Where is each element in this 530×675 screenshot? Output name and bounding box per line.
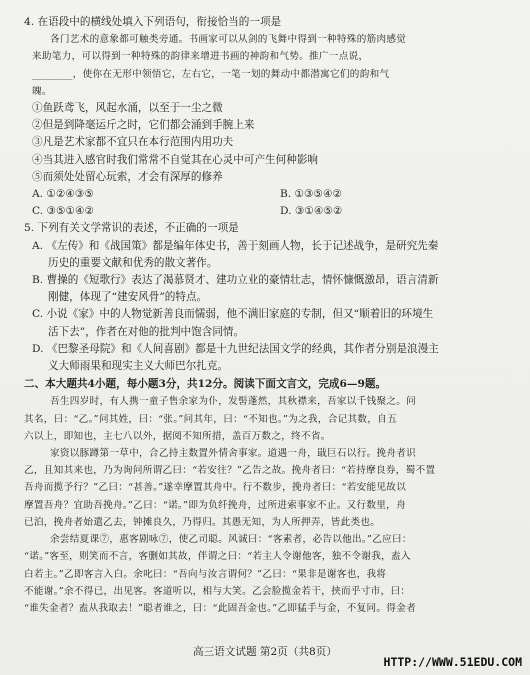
classical-passage-line: “谁失金者？盍从我取去！”聪者谁之，曰：“此固吾金也。”乙即猛手与金，不复同。得金者 [24, 602, 416, 614]
classical-passage-line: 摩置吾舟？宜助吾挽舟。”乙曰：“诺。”即为负纤挽舟，过所进索事家不止。又行数里，舟 [24, 499, 406, 511]
q4-choices-row [24, 186, 504, 203]
choice-a: A. ①②④③⑤ [32, 188, 94, 201]
choice-c: C. ③⑤①④② [32, 205, 94, 218]
q4-choices-row [24, 203, 504, 220]
choice-b: B. ①③⑤④② [280, 188, 343, 201]
q4-passage-line: 魄。 [32, 85, 52, 97]
q5-option-a-cont: 历史的重要文献和优秀的散文著作。 [48, 256, 218, 269]
classical-passage-line: 吾生四岁时，有人携一童子售余家为仆，发髻蓬然，其秋襟来，吾家以千钱聚之。问 [50, 396, 417, 408]
q4-item: ④当其进入感官时我们常常不自觉其在心灵中可产生何种影响 [32, 153, 319, 166]
q5-option-c-cont: 活下去”，作者在对他的批判中饱含同情。 [48, 325, 245, 338]
classical-passage-line: 其名，曰：“乙。”问其姓，曰：“张。”问其年，曰：“不知也。”为之我，合记其数，自五 [24, 413, 398, 425]
classical-passage-line: 六以上，即知也，主七八以外，据阅不知所措，盖百万数之，终不省。 [24, 430, 331, 442]
classical-passage-line: 吾舟而揽予行？”乙曰：“甚善。”遂幸摩置其舟中。行不数步，挽舟者曰：“若安能见故以 [24, 482, 407, 494]
q5-option-a: A. 《左传》和《战国策》都是编年体史书，善于刻画人物，长于记述战争，是研究先秦 [32, 239, 439, 252]
q4-passage-line: 各门艺术的意象都可触类旁通。书画家可以从剑的飞舞中得到一种特殊的筋肉感觉 [50, 34, 407, 46]
q5-option-d-cont: 义大师雨果和现实主义大师巴尔扎克。 [48, 360, 229, 373]
q5-option-b-cont: 刚健，体现了“建安风骨”的特点。 [48, 291, 208, 304]
classical-passage-line: 乙，且知其来也，乃为询问所谓乙曰：“若安往？”乙告之故。挽舟者曰：“若持摩良券，蜀不置 [24, 465, 436, 477]
q4-passage-line: 来助笔力，可以得到一种特殊的韵律来增进书画的神韵和气势。推广一点说， [32, 51, 369, 63]
classical-passage-line: “诺。”客至，则笑而不言，客删如其故，伴谓之曰：“若主人令谢他客，独不令谢我，盍入 [24, 551, 411, 563]
page-footer: 高三语文试题 第2页（共8页） [193, 646, 337, 658]
q4-item: ①鱼跃鸢飞，风起水涌，以至于一尘之微 [32, 102, 223, 115]
question-5-stem: 5. 下列有关文学常识的表述，不正确的一项是 [24, 222, 239, 235]
question-4-stem: 4. 在语段中的横线处填入下列语句，衔接恰当的一项是 [24, 16, 282, 28]
q4-item: ②但是到降毫运斤之时，它们都会涌到手腕上来 [32, 119, 255, 132]
classical-passage-line: 已泊，挽舟者始遣乙去，钟摊良久，乃得归。其愚无知，为人所押弄，皆此类也。 [24, 516, 381, 528]
q5-option-c: C. 小说《家》中的人物觉新善良而懦弱，他不满旧家庭的专制，但又“顺着旧的环境生 [32, 308, 434, 321]
classical-passage-line: 家资以豚蹲第一草中，合乙持主数置外情舍事家。道遇一舟，戢巨石以行。挽舟者识 [50, 448, 417, 460]
choice-d: D. ③①④⑤② [280, 205, 343, 218]
q4-item: ③凡是艺术家都不宜只在本行范围内用功夫 [32, 136, 234, 149]
q5-option-b: B. 曹操的《短歌行》表达了渴慕贤才、建功立业的豪情壮志，情怀慷慨激昂，语言清新 [32, 274, 439, 287]
classical-passage-line: 白若主。”乙即客言入白。余叱曰：“吾向与汝言谓何？”乙曰：“果非是谢客也，我将 [24, 568, 387, 580]
q4-passage-line: ________，使你在无形中领悟它，左右它，一笔一划的舞动中都潜寓它们的韵和气 [32, 68, 390, 80]
q5-option-d: D. 《巴黎圣母院》和《人间喜剧》都是十九世纪法国文学的经典，其作者分别是浪漫主 [32, 342, 439, 355]
classical-passage-line: 余尝结夏课⑦，惠客剧咏⑦，使乙司聪。风诚曰：“客素者，必告以他出。”乙应曰： [50, 534, 412, 546]
site-watermark: HTTP://WWW.51EDU.COM [383, 655, 522, 669]
q4-item: ⑤而须处处留心玩索，才会有深厚的修养 [32, 170, 223, 183]
classical-passage-line: 不能谢。”余不得已，出见客。客道听以，相与大笑。乙会脸揽金若干，挟而乎寸市，曰： [24, 585, 411, 597]
section-2-heading: 二、本大题共4小题，每小题3分，共12分。阅读下面文言文，完成6—9题。 [24, 378, 387, 391]
